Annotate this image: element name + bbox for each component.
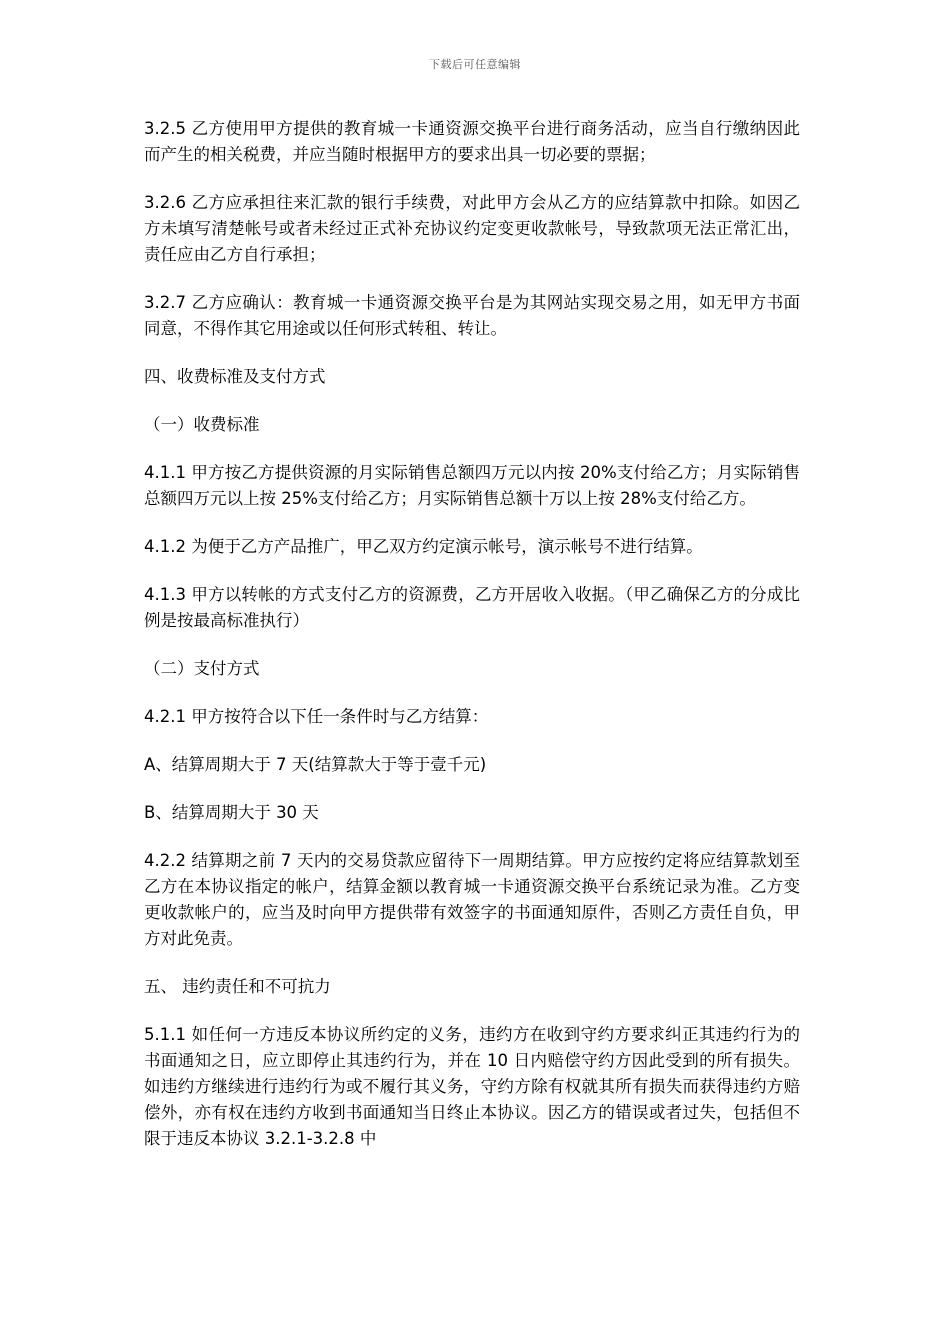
condition-a: A、结算周期大于 7 天(结算款大于等于壹千元) [144,755,487,774]
document-body [144,116,800,1174]
clause-3-2-7: 3.2.7 乙方应确认：教育城一卡通资源交换平台是为其网站实现交易之用，如无甲方书面同意，不得作其它用途或以任何形式转租、转让。 [144,293,800,338]
clause-5-1-1: 5.1.1 如任何一方违反本协议所约定的义务，违约方在收到守约方要求纠正其违约行为的书面通知之日，应立即停止其违约行为，并在 10 日内赔偿守约方因此受到的所有损失。如违约方继续进行违约行为或不履行其义务，守约方除有权就其所有损失而获得违约方赔偿外，亦有权在违约方收到书面通知当日终止本协议。因乙方的错误或者过失，包括但不限于违反本协议 3.2.1-3.2.8 中 [144,1025,800,1148]
subsection-heading-fees: （一）收费标准 [144,415,260,434]
clause-4-2-1: 4.2.1 甲方按符合以下任一条件时与乙方结算： [144,707,489,726]
page-header: 下载后可任意编辑 [429,58,521,71]
clause-4-1-3: 4.1.3 甲方以转帐的方式支付乙方的资源费，乙方开居收入收据。（甲乙确保乙方的分成比例是按最高标准执行） [144,585,800,630]
subsection-heading-payment: （二）支付方式 [144,659,260,678]
clause-4-1-2: 4.1.2 为便于乙方产品推广，甲乙双方约定演示帐号，演示帐号不进行结算。 [144,537,703,556]
condition-b: B、结算周期大于 30 天 [144,803,319,822]
clause-4-2-2: 4.2.2 结算期之前 7 天内的交易贷款应留待下一周期结算。甲方应按约定将应结算款划至乙方在本协议指定的帐户，结算金额以教育城一卡通资源交换平台系统记录为准。乙方变更收款帐户的，应当及时向甲方提供带有效签字的书面通知原件，否则乙方责任自负，甲方对此免责。 [144,851,800,948]
section-heading-5: 五、 违约责任和不可抗力 [144,977,331,996]
clause-4-1-1: 4.1.1 甲方按乙方提供资源的月实际销售总额四万元以内按 20%支付给乙方；月实际销售总额四万元以上按 25%支付给乙方；月实际销售总额十万以上按 28%支付给乙方。 [144,463,800,508]
clause-3-2-6: 3.2.6 乙方应承担往来汇款的银行手续费，对此甲方会从乙方的应结算款中扣除。如因乙方未填写清楚帐号或者未经过正式补充协议约定变更收款帐号，导致款项无法正常汇出，责任应由乙方自行承担； [144,193,800,264]
clause-3-2-5: 3.2.5 乙方使用甲方提供的教育城一卡通资源交换平台进行商务活动，应当自行缴纳因此而产生的相关税费，并应当随时根据甲方的要求出具一切必要的票据； [144,119,800,164]
section-heading-4: 四、收费标准及支付方式 [144,367,326,386]
